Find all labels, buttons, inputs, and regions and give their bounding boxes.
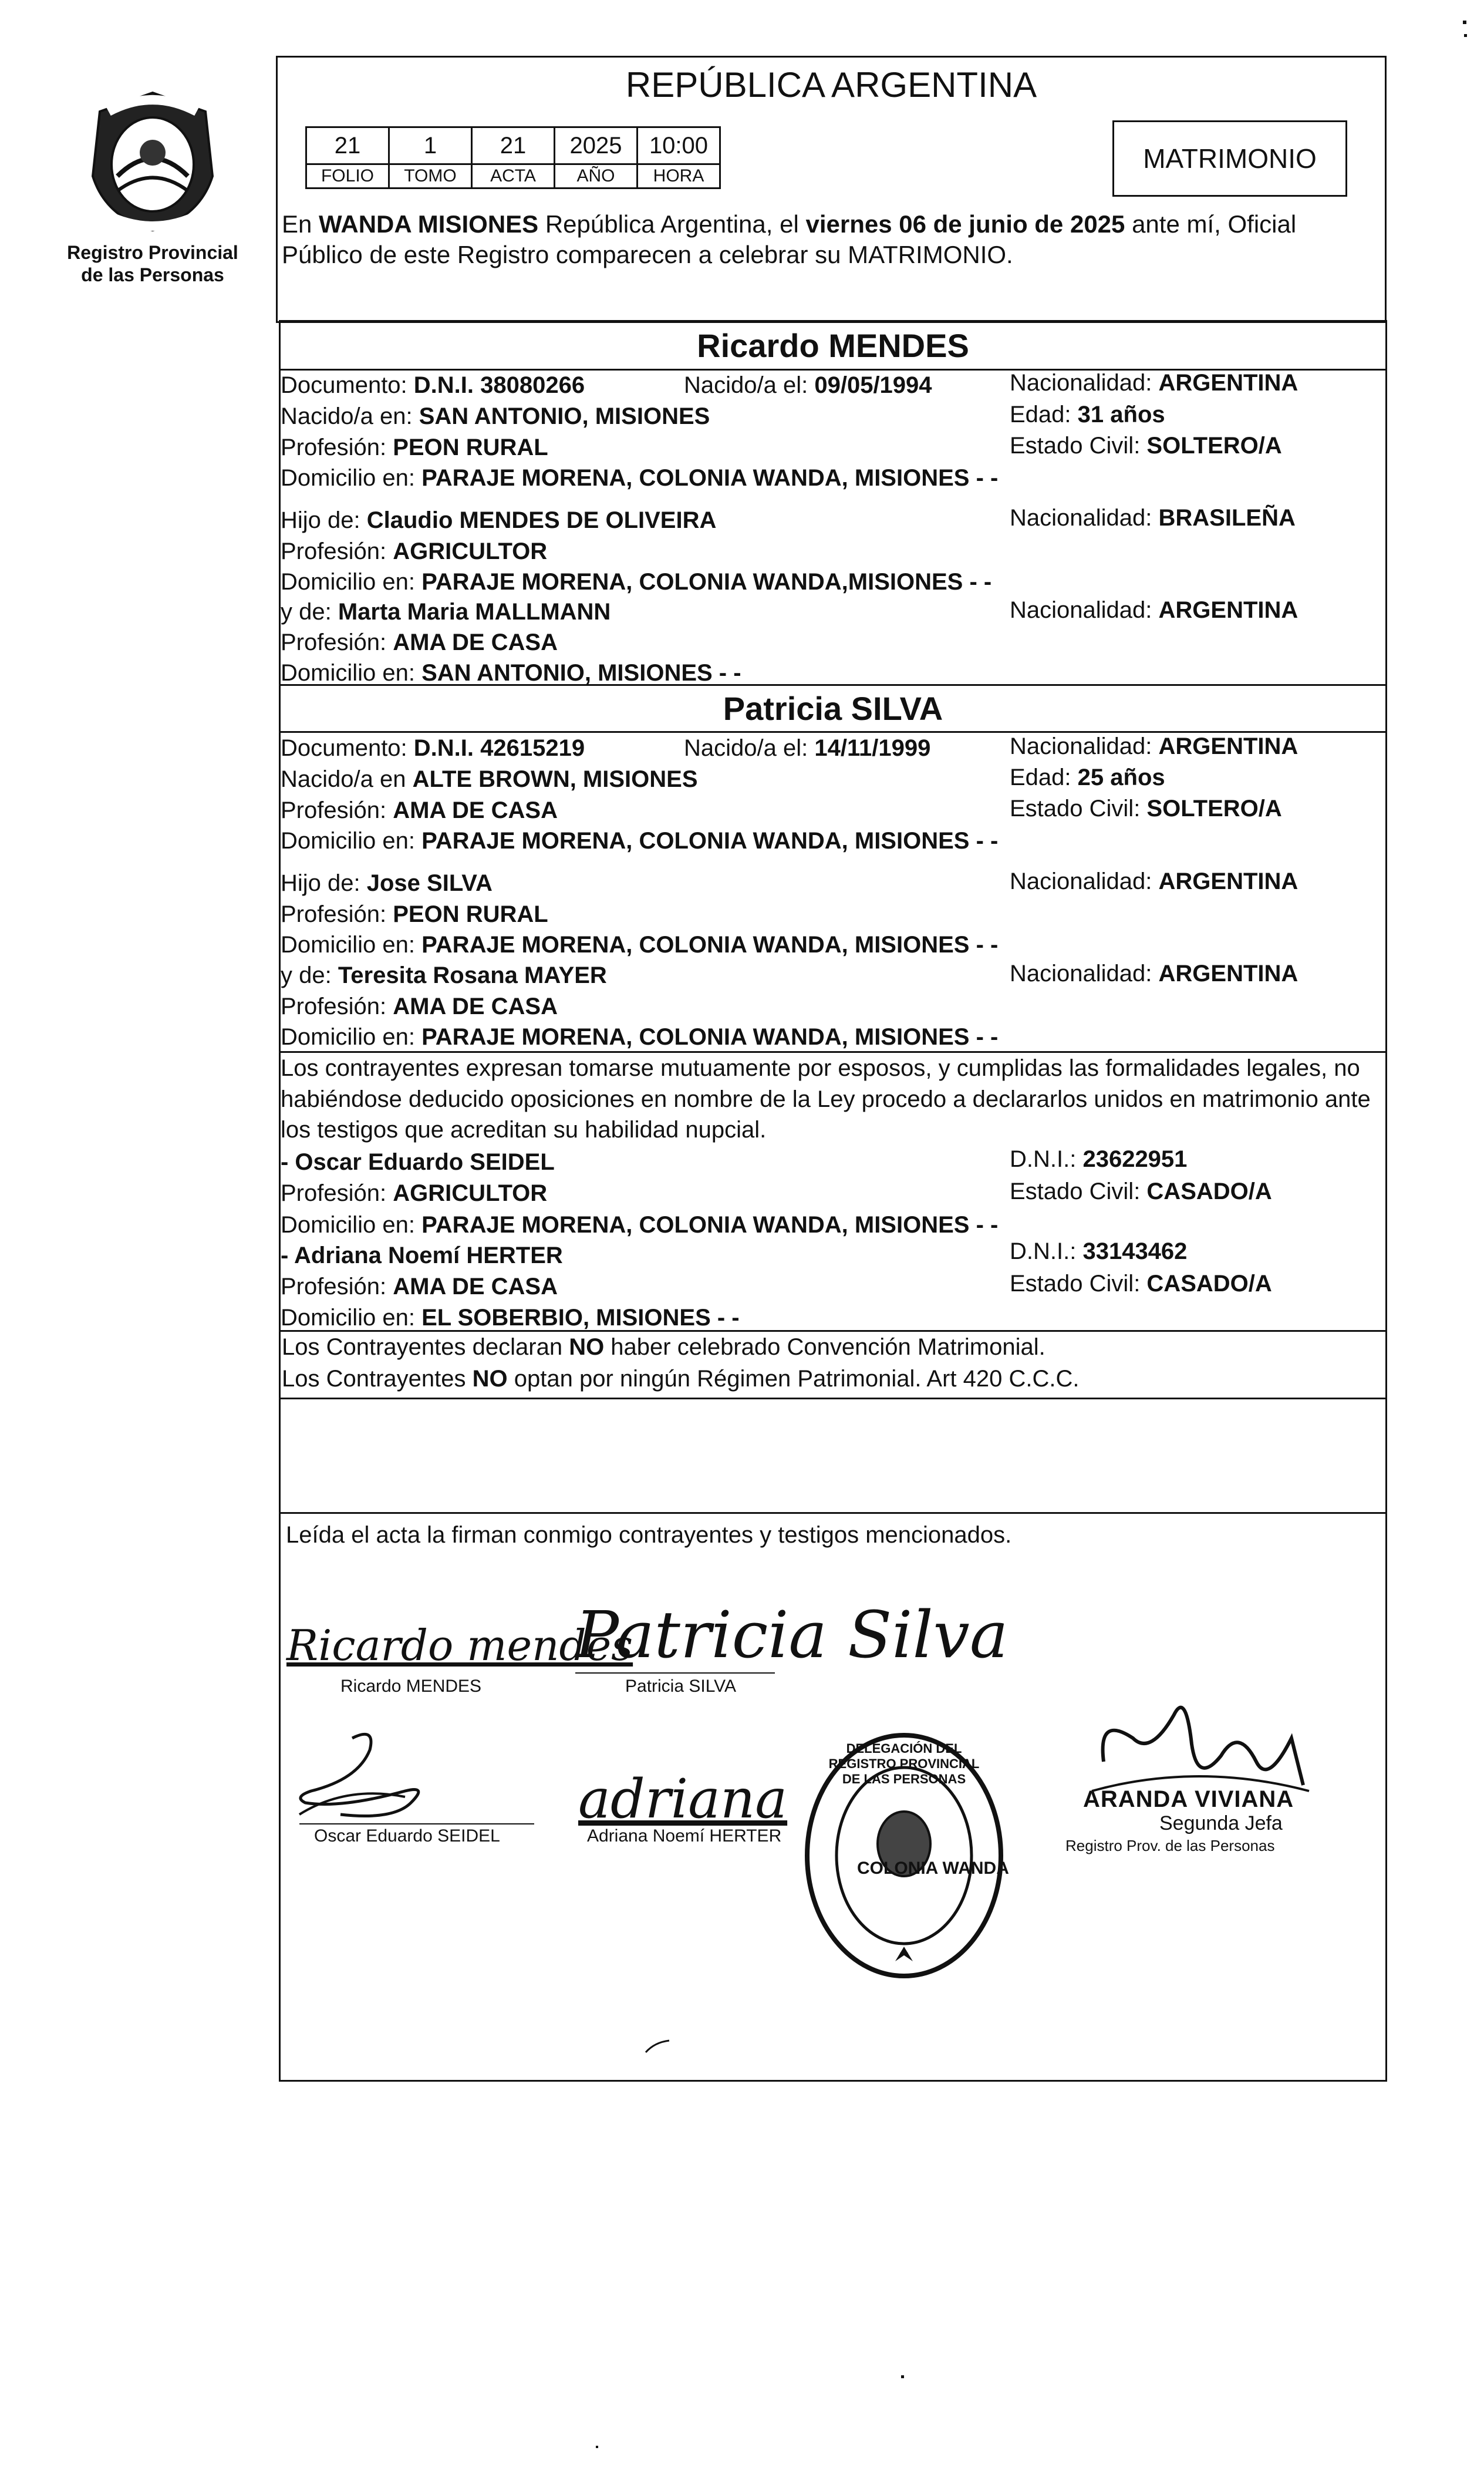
scan-speck bbox=[596, 2446, 598, 2448]
signature-scribble-icon bbox=[288, 1726, 434, 1826]
groom-father-profession-value: AGRICULTOR bbox=[393, 538, 548, 564]
patrimonial-text: haber celebrado Convención Matrimonial. bbox=[604, 1334, 1045, 1360]
groom-profession bbox=[281, 433, 548, 462]
witness-1-civil-status-value: CASADO/A bbox=[1146, 1179, 1272, 1204]
bride-mother-address bbox=[281, 1023, 998, 1051]
bride-mother-nationality bbox=[1010, 960, 1298, 988]
field-label: Domicilio en: bbox=[281, 1024, 422, 1050]
scan-speck bbox=[1463, 21, 1466, 24]
field-label: y de: bbox=[281, 962, 338, 988]
registry-fields-table bbox=[305, 126, 721, 189]
field-label: Profesión: bbox=[281, 901, 393, 927]
field-label: Profesión: bbox=[281, 797, 393, 823]
bride-father-profession-value: PEON RURAL bbox=[393, 901, 548, 927]
signature-line bbox=[575, 1672, 775, 1674]
witness-2-signature: adriana bbox=[578, 1768, 788, 1830]
field-label: Profesión: bbox=[281, 1180, 393, 1206]
patrimonial-line-1 bbox=[282, 1333, 1045, 1361]
bride-father-nationality bbox=[1010, 867, 1298, 896]
witness-1-civil-status bbox=[1010, 1177, 1272, 1206]
witness-1-profession bbox=[281, 1179, 547, 1207]
groom-mother-address-value: SAN ANTONIO, MISIONES - - bbox=[421, 660, 741, 686]
province-seal-logo bbox=[82, 88, 223, 235]
groom-nationality-value: ARGENTINA bbox=[1158, 370, 1298, 396]
declaration-line-1: Los contrayentes expresan tomarse mutuamente por esposos, y cumplidas las formalidades legales, no bbox=[281, 1055, 1360, 1081]
bride-mother-address-value: PARAJE MORENA, COLONIA WANDA, MISIONES - - bbox=[421, 1024, 999, 1050]
groom-address bbox=[281, 464, 998, 492]
bride-mother-name: Teresita Rosana MAYER bbox=[338, 962, 607, 988]
bride-signature-caption: Patricia SILVA bbox=[625, 1676, 736, 1696]
field-label: Hijo de: bbox=[281, 870, 367, 896]
bride-name-title: Patricia SILVA bbox=[723, 690, 943, 727]
groom-signature-caption: Ricardo MENDES bbox=[340, 1676, 482, 1696]
bride-profession bbox=[281, 796, 558, 824]
bride-birthdate bbox=[684, 734, 930, 762]
groom-document bbox=[281, 371, 585, 399]
field-label: D.N.I.: bbox=[1010, 1238, 1083, 1264]
bride-mother-nationality-value: ARGENTINA bbox=[1158, 961, 1298, 987]
patrimonial-line-2 bbox=[282, 1365, 1080, 1393]
groom-father-name: Claudio MENDES DE OLIVEIRA bbox=[366, 507, 717, 533]
groom-address-value: PARAJE MORENA, COLONIA WANDA, MISIONES - - bbox=[421, 465, 999, 491]
groom-mother bbox=[281, 598, 611, 626]
field-label: Domicilio en: bbox=[281, 1212, 422, 1238]
witness-2-civil-status bbox=[1010, 1270, 1272, 1298]
witness-2-address bbox=[281, 1304, 740, 1332]
field-label: Domicilio en: bbox=[281, 1305, 422, 1331]
seal-center-text: COLONIA WANDA bbox=[857, 1859, 1009, 1878]
anio-label: AÑO bbox=[555, 164, 638, 188]
bride-father-address bbox=[281, 931, 998, 959]
intro-line-2: Público de este Registro comparecen a celebrar su MATRIMONIO. bbox=[282, 241, 1013, 268]
groom-profession-value: PEON RURAL bbox=[393, 435, 548, 460]
witness-1-profession-value: AGRICULTOR bbox=[393, 1180, 548, 1206]
pen-mark-icon bbox=[643, 2038, 672, 2055]
field-label: Profesión: bbox=[281, 538, 393, 564]
anio-value: 2025 bbox=[555, 127, 638, 164]
witness-2-dni-value: 33143462 bbox=[1082, 1238, 1188, 1264]
acta-value: 21 bbox=[472, 127, 555, 164]
field-label: Nacido/a en: bbox=[281, 403, 419, 429]
intro-line-1 bbox=[282, 210, 1296, 238]
field-label: Nacido/a el: bbox=[684, 735, 815, 761]
bride-mother-profession-value: AMA DE CASA bbox=[393, 994, 558, 1019]
hora-label: HORA bbox=[638, 164, 720, 188]
bride-nationality-value: ARGENTINA bbox=[1158, 733, 1298, 759]
intro-text: República Argentina, el bbox=[538, 210, 806, 238]
field-label: Profesión: bbox=[281, 435, 393, 460]
groom-mother-profession bbox=[281, 628, 558, 657]
witness-2-name: - Adriana Noemí HERTER bbox=[281, 1243, 563, 1268]
field-label: Nacionalidad: bbox=[1010, 961, 1159, 987]
folio-label: FOLIO bbox=[306, 164, 389, 188]
field-label: Estado Civil: bbox=[1010, 1179, 1147, 1204]
closing-statement: Leída el acta la firman conmigo contrayentes y testigos mencionados. bbox=[286, 1522, 1012, 1548]
bride-mother bbox=[281, 961, 607, 989]
witness-1-address-value: PARAJE MORENA, COLONIA WANDA, MISIONES - - bbox=[421, 1212, 999, 1238]
field-label: Profesión: bbox=[281, 1274, 393, 1300]
groom-age-value: 31 años bbox=[1077, 402, 1165, 427]
field-label: Domicilio en: bbox=[281, 465, 422, 491]
seal-ring-text: DELEGACIÓN DEL REGISTRO PROVINCIAL DE LAS PERSONAS bbox=[828, 1741, 980, 1786]
groom-father-nationality bbox=[1010, 504, 1296, 532]
declaration-line-3: los testigos que acreditan su habilidad nupcial. bbox=[281, 1117, 767, 1143]
groom-mother-nationality-value: ARGENTINA bbox=[1158, 597, 1298, 623]
registry-label-line1: Registro Provincial bbox=[67, 242, 238, 263]
witness-2-address-value: EL SOBERBIO, MISIONES - - bbox=[421, 1305, 740, 1331]
intro-place: WANDA MISIONES bbox=[319, 210, 539, 238]
field-label: Hijo de: bbox=[281, 507, 367, 533]
bride-father-name: Jose SILVA bbox=[366, 870, 493, 896]
groom-father-profession bbox=[281, 537, 547, 565]
field-label: Nacionalidad: bbox=[1010, 505, 1159, 531]
field-label: Edad: bbox=[1010, 402, 1078, 427]
scan-speck bbox=[901, 2375, 904, 2378]
groom-birthdate-value: 09/05/1994 bbox=[814, 372, 932, 398]
witness-1-name: - Oscar Eduardo SEIDEL bbox=[281, 1149, 555, 1175]
bride-father-nationality-value: ARGENTINA bbox=[1158, 868, 1298, 894]
field-label: Documento: bbox=[281, 372, 414, 398]
field-label: Estado Civil: bbox=[1010, 433, 1147, 459]
groom-father-nationality-value: BRASILEÑA bbox=[1158, 505, 1296, 531]
groom-mother-profession-value: AMA DE CASA bbox=[393, 629, 558, 655]
groom-age bbox=[1010, 400, 1165, 429]
field-label: Nacido/a en bbox=[281, 766, 413, 792]
acta-label: ACTA bbox=[472, 164, 555, 188]
groom-birthplace bbox=[281, 402, 710, 430]
divider bbox=[279, 1330, 1387, 1332]
bride-dni: D.N.I. 42615219 bbox=[413, 735, 585, 761]
field-label: Nacionalidad: bbox=[1010, 370, 1159, 396]
groom-father-address bbox=[281, 568, 991, 596]
witness-1-dni bbox=[1010, 1145, 1187, 1173]
divider bbox=[279, 1512, 1387, 1514]
province-seal-icon bbox=[82, 88, 223, 235]
groom-civil-status bbox=[1010, 432, 1282, 460]
bride-birthplace bbox=[281, 765, 698, 793]
bride-address-value: PARAJE MORENA, COLONIA WANDA, MISIONES - - bbox=[421, 828, 999, 854]
bride-father-profession bbox=[281, 900, 548, 928]
official-name-stamp: ARANDA VIVIANA bbox=[1083, 1786, 1294, 1812]
field-label: Documento: bbox=[281, 735, 414, 761]
field-label: Profesión: bbox=[281, 629, 393, 655]
groom-birthdate bbox=[684, 371, 932, 399]
official-office: Registro Prov. de las Personas bbox=[1065, 1837, 1275, 1854]
field-label: Estado Civil: bbox=[1010, 1271, 1147, 1297]
groom-mother-name: Marta Maria MALLMANN bbox=[338, 599, 611, 625]
field-label: D.N.I.: bbox=[1010, 1146, 1083, 1172]
patrimonial-text: optan por ningún Régimen Patrimonial. Art 420 C.C.C. bbox=[507, 1366, 1080, 1392]
witness-2-profession-value: AMA DE CASA bbox=[393, 1274, 558, 1300]
groom-mother-address bbox=[281, 659, 741, 687]
groom-birthplace-value: SAN ANTONIO, MISIONES bbox=[419, 403, 710, 429]
bride-age-value: 25 años bbox=[1077, 765, 1165, 790]
groom-civil-status-value: SOLTERO/A bbox=[1146, 433, 1282, 459]
intro-date: viernes 06 de junio de 2025 bbox=[805, 210, 1125, 238]
patrimonial-text: Los Contrayentes declaran bbox=[282, 1334, 569, 1360]
patrimonial-no: NO bbox=[569, 1334, 605, 1360]
bride-father-address-value: PARAJE MORENA, COLONIA WANDA, MISIONES - - bbox=[421, 932, 999, 958]
pen-mark bbox=[643, 2038, 672, 2055]
divider bbox=[279, 684, 1387, 686]
bride-birthdate-value: 14/11/1999 bbox=[814, 735, 931, 761]
bride-birthplace-value: ALTE BROWN, MISIONES bbox=[412, 766, 698, 792]
field-label: Edad: bbox=[1010, 765, 1078, 790]
bride-father bbox=[281, 869, 493, 897]
bride-address bbox=[281, 827, 998, 855]
bride-civil-status bbox=[1010, 795, 1282, 823]
bride-mother-profession bbox=[281, 992, 558, 1021]
patrimonial-no: NO bbox=[472, 1366, 508, 1392]
groom-father-address-value: PARAJE MORENA, COLONIA WANDA,MISIONES - - bbox=[421, 569, 992, 595]
signature-line bbox=[299, 1823, 534, 1824]
witness-2-profession bbox=[281, 1272, 558, 1301]
groom-signature: Ricardo mendes bbox=[286, 1621, 633, 1670]
groom-nationality bbox=[1010, 369, 1298, 397]
field-label: Profesión: bbox=[281, 994, 393, 1019]
bride-civil-status-value: SOLTERO/A bbox=[1146, 796, 1282, 822]
bride-nationality bbox=[1010, 732, 1298, 760]
witness-1-signature bbox=[288, 1726, 434, 1826]
field-label: Nacionalidad: bbox=[1010, 733, 1159, 759]
folio-value: 21 bbox=[306, 127, 389, 164]
tomo-label: TOMO bbox=[389, 164, 472, 188]
field-label: Estado Civil: bbox=[1010, 796, 1147, 822]
field-label: Domicilio en: bbox=[281, 569, 422, 595]
field-label: Nacionalidad: bbox=[1010, 868, 1159, 894]
field-label: Nacido/a el: bbox=[684, 372, 815, 398]
bride-age bbox=[1010, 763, 1165, 792]
divider bbox=[279, 1051, 1387, 1053]
witness-2-signature-caption: Adriana Noemí HERTER bbox=[587, 1826, 782, 1846]
field-label: Nacionalidad: bbox=[1010, 597, 1159, 623]
divider bbox=[279, 1398, 1387, 1399]
witness-2-dni bbox=[1010, 1237, 1187, 1265]
witness-1-signature-caption: Oscar Eduardo SEIDEL bbox=[314, 1826, 500, 1846]
witness-1-dni-value: 23622951 bbox=[1082, 1146, 1188, 1172]
bride-profession-value: AMA DE CASA bbox=[393, 797, 558, 823]
doc-type-label: MATRIMONIO bbox=[1143, 143, 1317, 174]
witness-2-civil-status-value: CASADO/A bbox=[1146, 1271, 1272, 1297]
declaration-line-2: habiéndose deducido oposiciones en nombre de la Ley procedo a declararlos unidos en matrimonio ante bbox=[281, 1086, 1371, 1112]
field-label: y de: bbox=[281, 599, 338, 625]
country-title: REPÚBLICA ARGENTINA bbox=[625, 65, 1037, 105]
groom-mother-nationality bbox=[1010, 596, 1298, 624]
field-label: Domicilio en: bbox=[281, 932, 422, 958]
bride-signature: Patricia Silva bbox=[575, 1597, 1009, 1672]
intro-text: ante mí, Oficial bbox=[1125, 210, 1297, 238]
intro-text: En bbox=[282, 210, 319, 238]
groom-father bbox=[281, 506, 716, 534]
groom-name-title: Ricardo MENDES bbox=[697, 327, 969, 364]
registry-label-line2: de las Personas bbox=[81, 264, 224, 285]
witness-1-address bbox=[281, 1211, 998, 1239]
field-label: Domicilio en: bbox=[281, 828, 422, 854]
scan-speck bbox=[1464, 34, 1467, 37]
tomo-value: 1 bbox=[389, 127, 472, 164]
official-title: Segunda Jefa bbox=[1159, 1812, 1283, 1834]
groom-dni: D.N.I. 38080266 bbox=[413, 372, 585, 398]
patrimonial-text: Los Contrayentes bbox=[282, 1366, 473, 1392]
bride-document bbox=[281, 734, 585, 762]
field-label: Domicilio en: bbox=[281, 660, 422, 686]
hora-value: 10:00 bbox=[638, 127, 720, 164]
